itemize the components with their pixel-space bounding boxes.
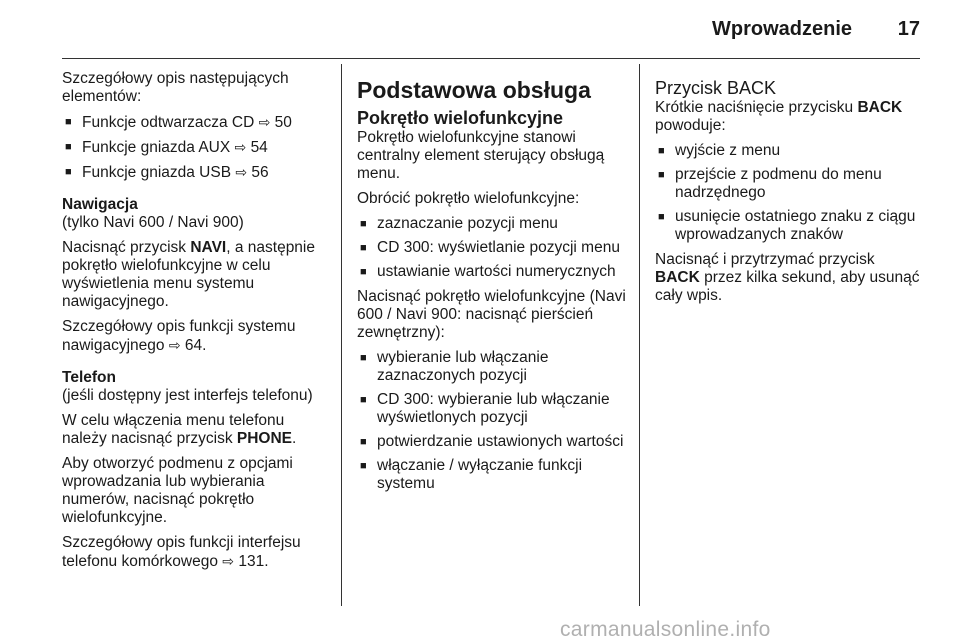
list-item: ■ wyjście z menu bbox=[655, 142, 923, 160]
list-item: ■ potwierdzanie ustawionych wartości bbox=[357, 433, 635, 451]
paragraph: Nacisnąć pokrętło wielofunkcyjne (Navi 600 / Navi 900: nacisnąć pierścień zewnętrzny): bbox=[357, 288, 626, 341]
list-item: ■ Funkcje gniazda AUX ⇨ 54 bbox=[62, 138, 332, 157]
list-item: ■ wybieranie lub włączanie zaznaczonych pozycji bbox=[357, 349, 635, 385]
section-title: Wprowadzenie bbox=[712, 18, 853, 40]
rotate-list bbox=[357, 215, 635, 281]
list-item: ■ CD 300: wyświetlanie pozycji menu bbox=[357, 239, 635, 257]
tel-subtitle: (jeśli dostępny jest interfejs telefonu) bbox=[62, 387, 313, 404]
watermark: carmanualsonline.info bbox=[560, 618, 771, 641]
nav-heading: Nawigacja bbox=[62, 196, 138, 213]
list-item: ■ włączanie / wyłączanie funkcji systemu bbox=[357, 457, 635, 493]
list-item: ■ CD 300: wybieranie lub włączanie wyświetlonych pozycji bbox=[357, 391, 635, 427]
back-key: BACK bbox=[655, 269, 700, 286]
intro-text: Szczegółowy opis następujących elementów: bbox=[62, 70, 289, 105]
feature-list bbox=[62, 113, 332, 182]
tel-paragraph-1: W celu włączenia menu telefonu należy nacisnąć przycisk PHONE. bbox=[62, 412, 297, 447]
back-key: BACK bbox=[857, 99, 903, 116]
list-item: ■ przejście z podmenu do menu nadrzędnego bbox=[655, 166, 923, 202]
page-reference-arrow-icon: ⇨ bbox=[168, 337, 181, 353]
page-link[interactable]: 131. bbox=[238, 553, 269, 570]
tel-paragraph-3: Szczegółowy opis funkcji interfejsu telefonu komórkowego ⇨ 131. bbox=[62, 534, 301, 570]
page-header bbox=[0, 0, 960, 56]
nav-paragraph-2: Szczegółowy opis funkcji systemu nawigacyjnego ⇨ 64. bbox=[62, 318, 296, 354]
page-reference-arrow-icon: ⇨ bbox=[258, 114, 271, 130]
nav-subtitle: (tylko Navi 600 / Navi 900) bbox=[62, 214, 244, 231]
page-link[interactable]: 54 bbox=[250, 139, 268, 156]
paragraph: Pokrętło wielofunkcyjne stanowi centralny element sterujący obsługą menu. bbox=[357, 129, 605, 182]
nav-paragraph-1: Nacisnąć przycisk NAVI, a następnie pokrętło wielofunkcyjne w celu wyświetlenia menu systemu nawigacyjnego. bbox=[62, 239, 315, 310]
phone-key: PHONE bbox=[236, 430, 292, 447]
subsection-heading: Pokrętło wielofunkcyjne bbox=[357, 108, 564, 128]
tel-heading: Telefon bbox=[62, 369, 116, 386]
list-item: ■ usunięcie ostatniego znaku z ciągu wprowadzanych znaków bbox=[655, 208, 923, 244]
back-list bbox=[655, 142, 923, 244]
list-item: ■ zaznaczanie pozycji menu bbox=[357, 215, 635, 233]
page-link[interactable]: 56 bbox=[251, 164, 269, 181]
section-heading: Podstawowa obsługa bbox=[357, 77, 591, 103]
back-heading: Przycisk BACK bbox=[655, 78, 777, 98]
page-number: 17 bbox=[897, 18, 920, 40]
column-divider-1 bbox=[341, 64, 342, 606]
tel-paragraph-2: Aby otworzyć podmenu z opcjami wprowadzania lub wybierania numerów, nacisnąć pokrętło wielofunkcyjne. bbox=[62, 455, 293, 526]
paragraph: Krótkie naciśnięcie przycisku BACK powoduje: bbox=[655, 99, 903, 134]
column-2 bbox=[357, 76, 635, 500]
page-link[interactable]: 64. bbox=[184, 337, 207, 354]
column-3 bbox=[655, 78, 923, 312]
page-link[interactable]: 50 bbox=[274, 114, 292, 131]
page-reference-arrow-icon: ⇨ bbox=[234, 139, 247, 155]
list-item: ■ ustawianie wartości numerycznych bbox=[357, 263, 635, 281]
page-reference-arrow-icon: ⇨ bbox=[222, 553, 235, 569]
column-divider-2 bbox=[639, 64, 640, 606]
paragraph: Obrócić pokrętło wielofunkcyjne: bbox=[357, 190, 580, 207]
column-1 bbox=[62, 70, 332, 578]
list-item: ■ Funkcje odtwarzacza CD ⇨ 50 bbox=[62, 113, 332, 132]
navi-key: NAVI bbox=[190, 239, 227, 256]
page-reference-arrow-icon: ⇨ bbox=[235, 164, 248, 180]
header-divider bbox=[62, 58, 920, 59]
paragraph: Nacisnąć i przytrzymać przycisk BACK przez kilka sekund, aby usunąć cały wpis. bbox=[655, 251, 920, 304]
list-item: ■ Funkcje gniazda USB ⇨ 56 bbox=[62, 163, 332, 182]
press-list bbox=[357, 349, 635, 493]
